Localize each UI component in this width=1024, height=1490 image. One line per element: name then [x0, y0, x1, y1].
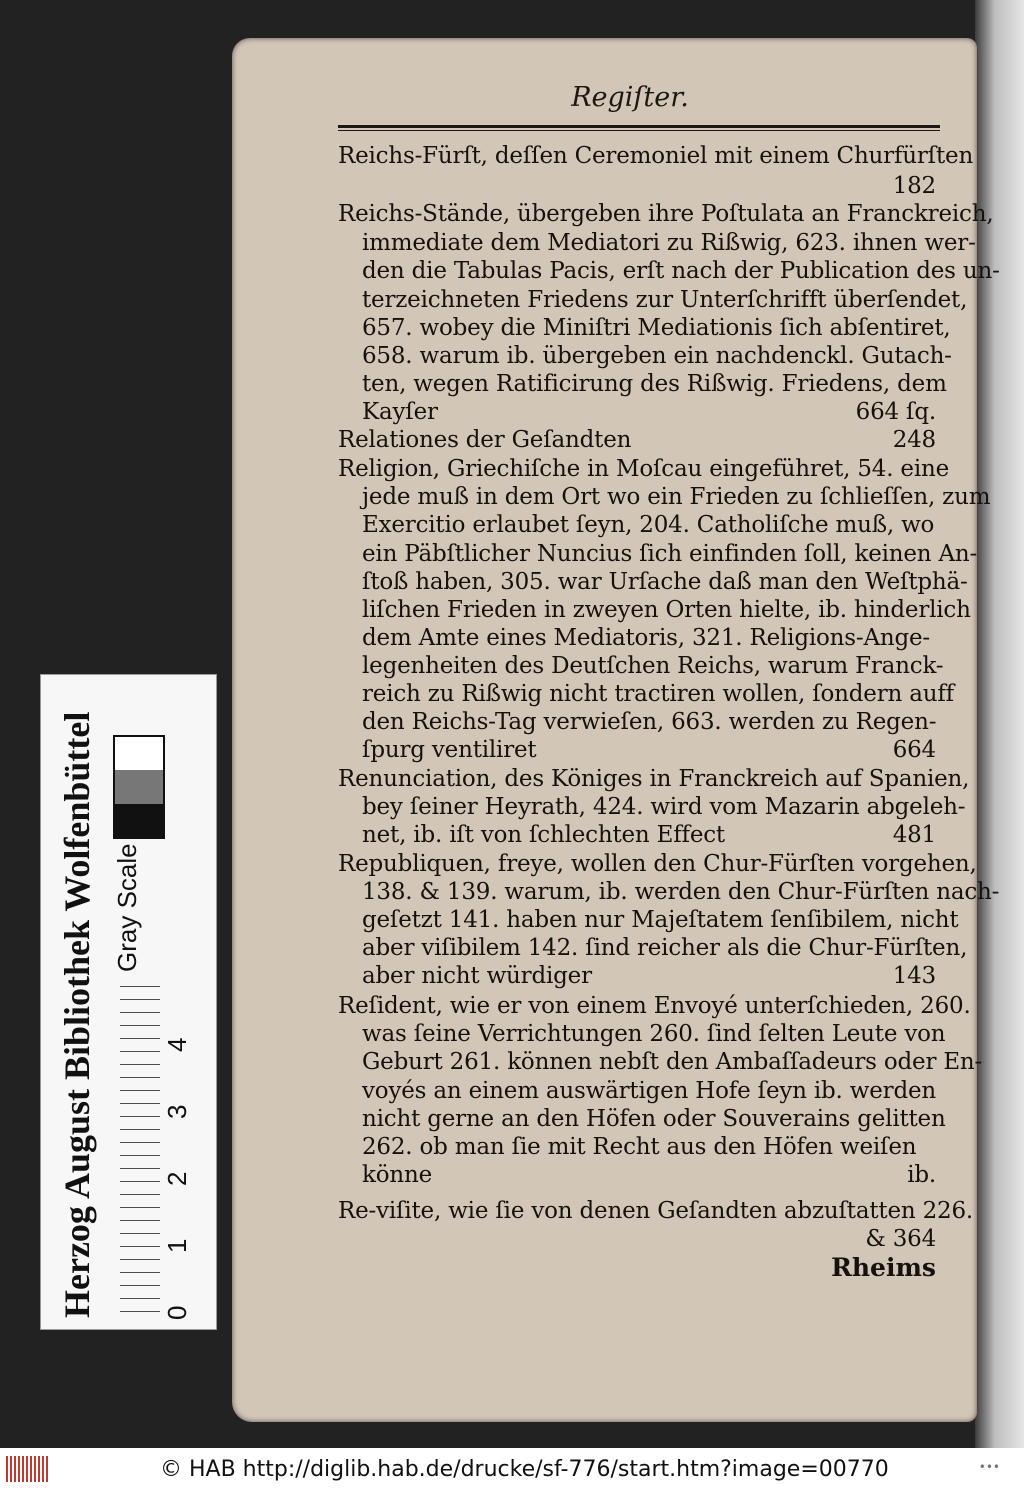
text-line: Reſident, wie er von einem Envoyé unterſchieden, 260. [338, 993, 971, 1019]
text-line: liſchen Frieden in zweyen Orten hielte, ib. hinderlich [362, 597, 971, 623]
text-line: ein Päbſtlicher Nuncius ſich einfinden ſoll, keinen An- [362, 541, 978, 567]
ruler-number: 4 [162, 1037, 192, 1052]
head-rule-thin [338, 130, 940, 131]
page-ref: & 364 [865, 1226, 936, 1252]
swatch-gray [115, 770, 163, 803]
text-line: terzeichneten Friedens zur Unterſchrifft überſendet, [362, 287, 968, 313]
text-line: reich zu Rißwig nicht tractiren wollen, ſondern auff [362, 681, 954, 707]
text-line: ten, wegen Ratificirung des Rißwig. Friedens, dem [362, 371, 947, 397]
page-ref: 664 ſq. [855, 399, 936, 425]
text-line: Relationes der Geſandten [338, 427, 632, 453]
text-line: Reichs-Stände, übergeben ihre Poſtulata an Franckreich, [338, 201, 994, 227]
ruler-title: Herzog August Bibliothek Wolfenbüttel [57, 711, 97, 1318]
head-rule [338, 125, 940, 128]
text-line: dem Amte eines Mediatoris, 321. Religions-Ange- [362, 625, 930, 651]
text-line: legenheiten des Deutſchen Reichs, warum Franck- [362, 653, 944, 679]
text-line: Exercitio erlaubet ſeyn, 204. Catholiſche muß, wo [362, 512, 935, 538]
gray-scale-swatches [113, 735, 165, 839]
hab-logo-icon [6, 1456, 50, 1482]
text-line: voyés an einem auswärtigen Hofe ſeyn ib. werden [362, 1078, 937, 1104]
text-line: net, ib. iſt von ſchlechten Effect [362, 822, 725, 848]
text-line: aber nicht würdiger [362, 963, 592, 989]
text-line: Religion, Griechiſche in Moſcau eingeführet, 54. eine [338, 456, 950, 482]
text-line: nicht gerne an den Höfen oder Souverains gelitten [362, 1106, 946, 1132]
page-ref: 664 [892, 737, 936, 763]
text-line: Reichs-Fürſt, deſſen Ceremoniel mit einem Churfürſten [338, 143, 974, 169]
ruler-ticks [120, 986, 160, 1318]
running-head: Regiſter. [571, 82, 689, 113]
text-line: Renunciation, des Königes in Franckreich auf Spanien, [338, 766, 970, 792]
text-line: 138. & 139. warum, ib. werden den Chur-Fürſten nach- [362, 879, 1000, 905]
text-line: bey ſeiner Heyrath, 424. wird vom Mazarin abgeleh- [362, 794, 966, 820]
text-line: 657. wobey die Miniſtri Mediationis ſich abſentiret, [362, 315, 951, 341]
page-ref: 481 [892, 822, 936, 848]
swatch-black [115, 804, 163, 837]
text-line: geſetzt 141. haben nur Majeſtatem ſenſibilem, nicht [362, 907, 959, 933]
page-ref: 182 [892, 173, 936, 199]
text-line: ſpurg ventiliret [362, 737, 537, 763]
ruler-number: 3 [162, 1104, 192, 1119]
page-ref: 248 [892, 427, 936, 453]
text-line: ſtoß haben, 305. war Urſache daß man den Weſtphä- [362, 569, 968, 595]
more-dots-icon[interactable]: ••• [978, 1460, 1000, 1474]
ruler-number: 2 [162, 1171, 192, 1186]
text-line: immediate dem Mediatori zu Rißwig, 623. ihnen wer- [362, 230, 976, 256]
ruler-subtitle: Gray Scale [112, 843, 142, 972]
text-line: Kayſer [362, 399, 438, 425]
text-line: Republiquen, freye, wollen den Chur-Fürſten vorgehen, [338, 851, 977, 877]
page-ref: 143 [892, 963, 936, 989]
text-line: was ſeine Verrichtungen 260. ſind ſelten Leute von [362, 1021, 946, 1047]
page-ref: ib. [907, 1162, 936, 1188]
text-line: den die Tabulas Pacis, erſt nach der Publication des un- [362, 258, 1000, 284]
swatch-white [115, 737, 163, 770]
ruler-number: 0 [162, 1305, 192, 1320]
catchword: Rheims [831, 1253, 936, 1282]
ruler-numbers [162, 985, 193, 1320]
text-line: aber viſibilem 142. ſind reicher als die Chur-Fürſten, [362, 935, 968, 961]
text-line: Geburt 261. können nebſt den Ambaſſadeurs oder En- [362, 1049, 983, 1075]
footer-credit: © HAB http://diglib.hab.de/drucke/sf-776/start.htm?image=00770 [160, 1457, 889, 1482]
text-line: könne [362, 1162, 433, 1188]
text-line: den Reichs-Tag verwieſen, 663. werden zu Regen- [362, 709, 937, 735]
text-line: 658. warum ib. übergeben ein nachdenckl. Gutach- [362, 343, 952, 369]
text-line: jede muß in dem Ort wo ein Frieden zu ſchlieſſen, zum [362, 484, 991, 510]
ruler-number: 1 [162, 1238, 192, 1253]
text-line: Re-viſite, wie ſie von denen Geſandten abzuſtatten 226. [338, 1198, 973, 1224]
text-line: 262. ob man ſie mit Recht aus den Höfen weiſen [362, 1134, 917, 1160]
